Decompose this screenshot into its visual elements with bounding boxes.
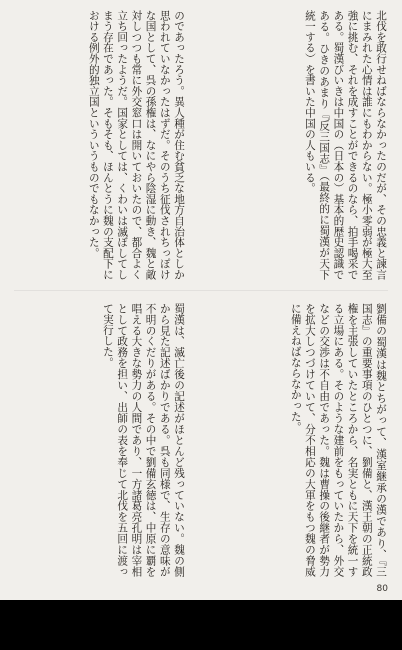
page-number: 80	[376, 584, 388, 594]
column-divider	[14, 290, 388, 291]
upper-left-column	[14, 10, 186, 280]
text-block-lower-right: 劉備の蜀漢は魏とちがって、漢室継承の漢であり、『三国志』の重要事項のひとつに、劉備と、漢王朝の正統政権を主張していたところから、名実ともに天下を統一する立場にある。そのような建前をもっていたから、外交などの交渉は不自由であった。魏は曹操の後継者が勢力を拡大しつづけていて、分不相応の大軍をもつ魏の脅威に備えねばならなかった。	[289, 303, 387, 577]
text-block-upper-left: のであったろう。異人種が住む貧乏な地方自治体としか思われていなかったはずだ。そのうち征伐されちっぽけな国として、呉の孫権は、なにやら陰湿に動き、魏と敵対しつつも常に外交窓口は開いておいたので、都合よく立ち回ったようだ。国家としては、くわいは滅ぼしてしまう存在であった。そもそも、ほんとうに魏の支配下における例外的独立国といういうものでもなかった。	[87, 10, 185, 280]
lower-left-column	[14, 303, 186, 577]
text-block-upper-right: 北伐を敢行せねばならなかったのだが、その忠義と諫言にまみれた心情は誰にもわからない。極小零弱が極大至強に挑む、それを成すことができるのなら、拍手喝采である。蜀漢びいきは中国の（日本の）基本的歴史認識である。ひきのあまり『反三国志』（最終的に蜀漢が天下統一する）を書いた中国の人もいる。	[303, 10, 387, 280]
lower-right-column	[208, 303, 388, 577]
text-block-lower-left: 蜀漢は、滅亡後の記述がほとんど残っていない。魏の側から見た記述ばかりである。呉も同様で、生存の意味が不明のくだりがある。その中で劉備玄徳は、中原に覇を唱える大きな勢力の人間であり、一方諸葛亮孔明は宰相として政務を担い、出師の表を奉じて北伐を五回に渡って実行した。	[101, 303, 185, 577]
upper-right-column	[208, 10, 388, 280]
